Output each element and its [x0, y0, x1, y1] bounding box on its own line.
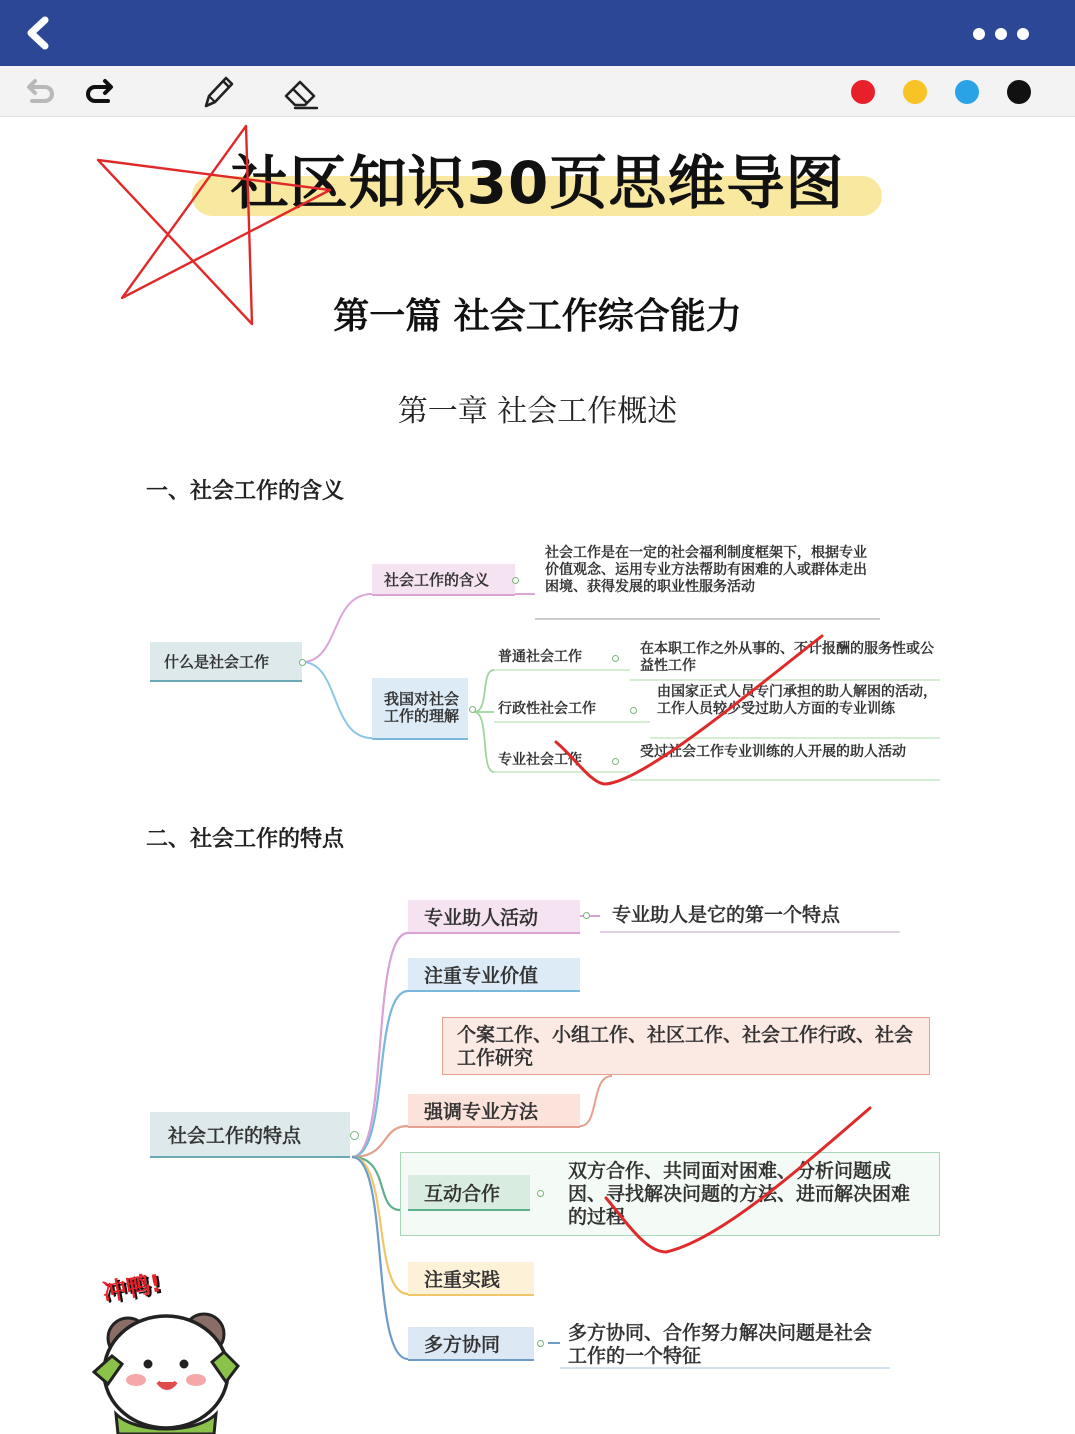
sub-general-social-work: 普通社会工作: [498, 649, 582, 665]
sticker-text: 冲鸭!: [100, 1269, 164, 1307]
sub-administrative-social-work: 行政性社会工作: [498, 701, 596, 717]
sub-general-bullet: [612, 655, 619, 662]
mindmap1-root-bullet: [299, 659, 306, 666]
feature-interactive-cooperation-bullet: [537, 1190, 544, 1197]
pencil-icon: [198, 72, 236, 112]
feature-interactive-cooperation: [408, 1175, 530, 1211]
feature-interactive-cooperation-text: 双方合作、共同面对困难、分析问题成因、寻找解决问题的方法、进而解决困难的过程: [568, 1160, 911, 1229]
feature-methods-text: 个案工作、小组工作、社区工作、社会工作行政、社会工作研究: [442, 1017, 930, 1075]
feature-professional-helping-bullet: [583, 912, 590, 919]
top-app-bar: [0, 0, 1075, 66]
feature-professional-helping: [408, 900, 580, 934]
branch-understanding-label: 我国对社会工作的理解: [384, 689, 460, 725]
color-swatch-3[interactable]: [955, 80, 979, 104]
feature-professional-methods: [408, 1094, 580, 1128]
feature-professional-values-label: 注重专业价值: [424, 964, 539, 987]
sub-administrative-bullet: [630, 707, 637, 714]
branch-meaning-text: 社会工作是在一定的社会福利制度框架下，根据专业价值观念、运用专业方法帮助有困难的人或群体走出困境、获得发展的职业性服务活动: [545, 545, 867, 596]
section-heading-1: 一、社会工作的含义: [146, 479, 345, 504]
feature-multi-party-text: 多方协同、合作努力解决问题是社会工作的一个特征: [568, 1322, 873, 1368]
feature-professional-helping-text: 专业助人是它的第一个特点: [612, 904, 841, 926]
feature-multi-party: [408, 1327, 534, 1361]
mindmap2-root-bullet: [350, 1131, 359, 1140]
sub-professional-text: 受过社会工作专业训练的人开展的助人活动: [640, 744, 906, 760]
mindmap2-root-label: 社会工作的特点: [168, 1124, 302, 1147]
more-options-button[interactable]: [968, 24, 1038, 44]
feature-multi-party-bullet: [537, 1340, 544, 1347]
section-heading-2: 二、社会工作的特点: [146, 827, 345, 852]
redo-button[interactable]: [82, 78, 116, 108]
color-swatch-1[interactable]: [851, 80, 875, 104]
chapter-heading: 第一章 社会工作概述: [397, 394, 678, 429]
feature-practice: [408, 1262, 534, 1296]
feature-professional-values: [408, 958, 580, 992]
mindmap2-root: [150, 1112, 350, 1158]
branch-understanding-bullet: [469, 706, 476, 713]
part-heading: 第一篇 社会工作综合能力: [333, 296, 742, 337]
feature-professional-methods-label: 强调专业方法: [424, 1100, 539, 1123]
eraser-tool-button[interactable]: [281, 74, 321, 112]
page-title: 社区知识30页思维导图: [230, 149, 845, 217]
more-dots-icon: [968, 24, 1038, 44]
sub-administrative-text: 由国家正式人员专门承担的助人解困的活动，工作人员较少受过助人方面的专业训练: [657, 684, 937, 718]
redo-icon: [82, 78, 116, 108]
mindmap1-root-label: 什么是社会工作: [164, 652, 270, 671]
mindmap1-branch-meaning: [372, 564, 515, 596]
branch-meaning-label: 社会工作的含义: [384, 570, 490, 589]
branch-meaning-bullet: [512, 577, 519, 584]
color-swatch-2[interactable]: [903, 80, 927, 104]
feature-interactive-cooperation-label: 互动合作: [424, 1182, 501, 1205]
pen-tool-button[interactable]: [198, 72, 236, 112]
back-button[interactable]: [20, 14, 56, 52]
feature-professional-helping-label: 专业助人活动: [424, 906, 539, 929]
sub-general-text: 在本职工作之外从事的、不计报酬的服务性或公益性工作: [640, 641, 934, 675]
eraser-icon: [281, 74, 321, 112]
feature-practice-label: 注重实践: [424, 1268, 501, 1291]
cartoon-sticker: [86, 1264, 256, 1434]
color-swatch-4[interactable]: [1007, 80, 1031, 104]
mindmap1-root: [150, 642, 302, 682]
chevron-left-icon: [20, 14, 56, 52]
mindmap1-branch-understanding: [372, 678, 468, 740]
sub-professional-social-work: 专业社会工作: [498, 752, 582, 768]
undo-icon: [24, 78, 58, 108]
feature-multi-party-label: 多方协同: [424, 1333, 501, 1356]
sub-professional-bullet: [612, 758, 619, 765]
undo-button[interactable]: [24, 78, 58, 108]
